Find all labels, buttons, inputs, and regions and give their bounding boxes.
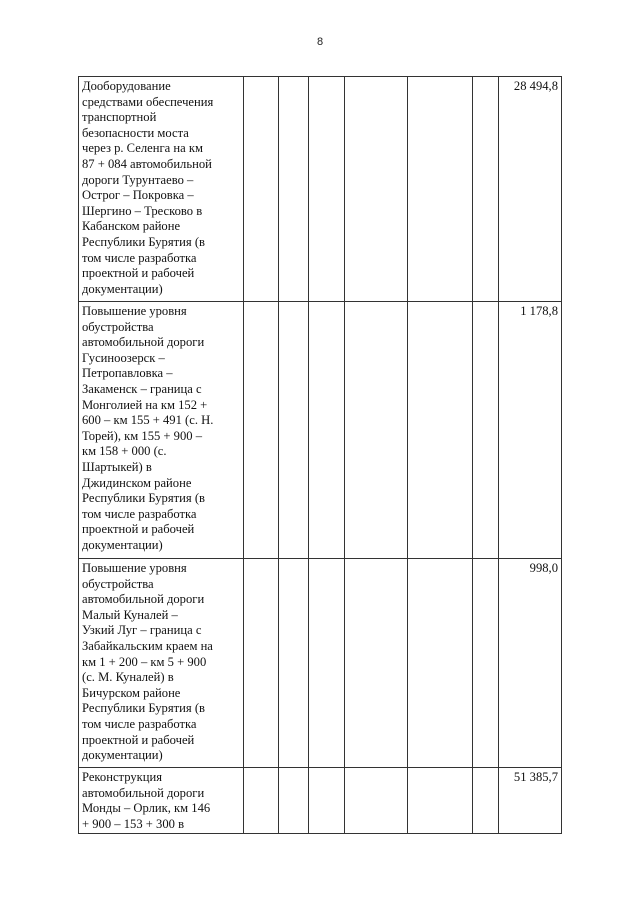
empty-cell	[344, 302, 407, 559]
row-amount: 28 494,8	[499, 77, 562, 302]
empty-cell	[244, 559, 278, 768]
row-amount: 998,0	[499, 559, 562, 768]
budget-table	[78, 76, 562, 834]
row-name: Повышение уровня обустройства автомобильной дороги Гусиноозерск – Петропавловка – Закаменск – граница с Монголией на км 152 + 600 – км 155 + 491 (с. Н. Торей), км 155 + 900 – км 158 + 000 (с. Шартыкей) в Джидинском районе Республики Бурятия (в том числе разработка проектной и рабочей документации)	[82, 304, 214, 552]
row-name-cell	[79, 77, 244, 302]
empty-cell	[278, 768, 309, 834]
empty-cell	[472, 559, 498, 768]
page-number: 8	[316, 36, 324, 48]
row-name-cell	[79, 302, 244, 559]
empty-cell	[407, 768, 472, 834]
empty-cell	[472, 302, 498, 559]
empty-cell	[472, 768, 498, 834]
empty-cell	[309, 302, 344, 559]
empty-cell	[344, 77, 407, 302]
table-row	[79, 768, 562, 834]
empty-cell	[244, 77, 278, 302]
table-row	[79, 77, 562, 302]
empty-cell	[344, 559, 407, 768]
empty-cell	[309, 559, 344, 768]
empty-cell	[309, 768, 344, 834]
table-row	[79, 559, 562, 768]
empty-cell	[407, 559, 472, 768]
row-name: Дооборудование средствами обеспечения транспортной безопасности моста через р. Селенга на км 87 + 084 автомобильной дороги Турунтаево – Острог – Покровка – Шергино – Тресково в Кабанском районе Республики Бурятия (в том числе разработка проектной и рабочей документации)	[82, 79, 214, 296]
table-row	[79, 302, 562, 559]
empty-cell	[309, 77, 344, 302]
empty-cell	[344, 768, 407, 834]
row-name-cell	[79, 768, 244, 834]
row-name-cell	[79, 559, 244, 768]
empty-cell	[278, 77, 309, 302]
empty-cell	[244, 768, 278, 834]
row-name: Повышение уровня обустройства автомобильной дороги Малый Куналей – Узкий Луг – граница с Забайкальским краем на км 1 + 200 – км 5 + 900 (с. М. Куналей) в Бичурском районе Республики Бурятия (в том числе разработка проектной и рабочей документации)	[82, 561, 213, 763]
empty-cell	[244, 302, 278, 559]
row-amount: 1 178,8	[499, 302, 562, 559]
empty-cell	[407, 77, 472, 302]
empty-cell	[278, 302, 309, 559]
empty-cell	[407, 302, 472, 559]
row-amount: 51 385,7	[499, 768, 562, 834]
empty-cell	[278, 559, 309, 768]
empty-cell	[472, 77, 498, 302]
row-name: Реконструкция автомобильной дороги Монды – Орлик, км 146 + 900 – 153 + 300 в	[82, 770, 211, 831]
